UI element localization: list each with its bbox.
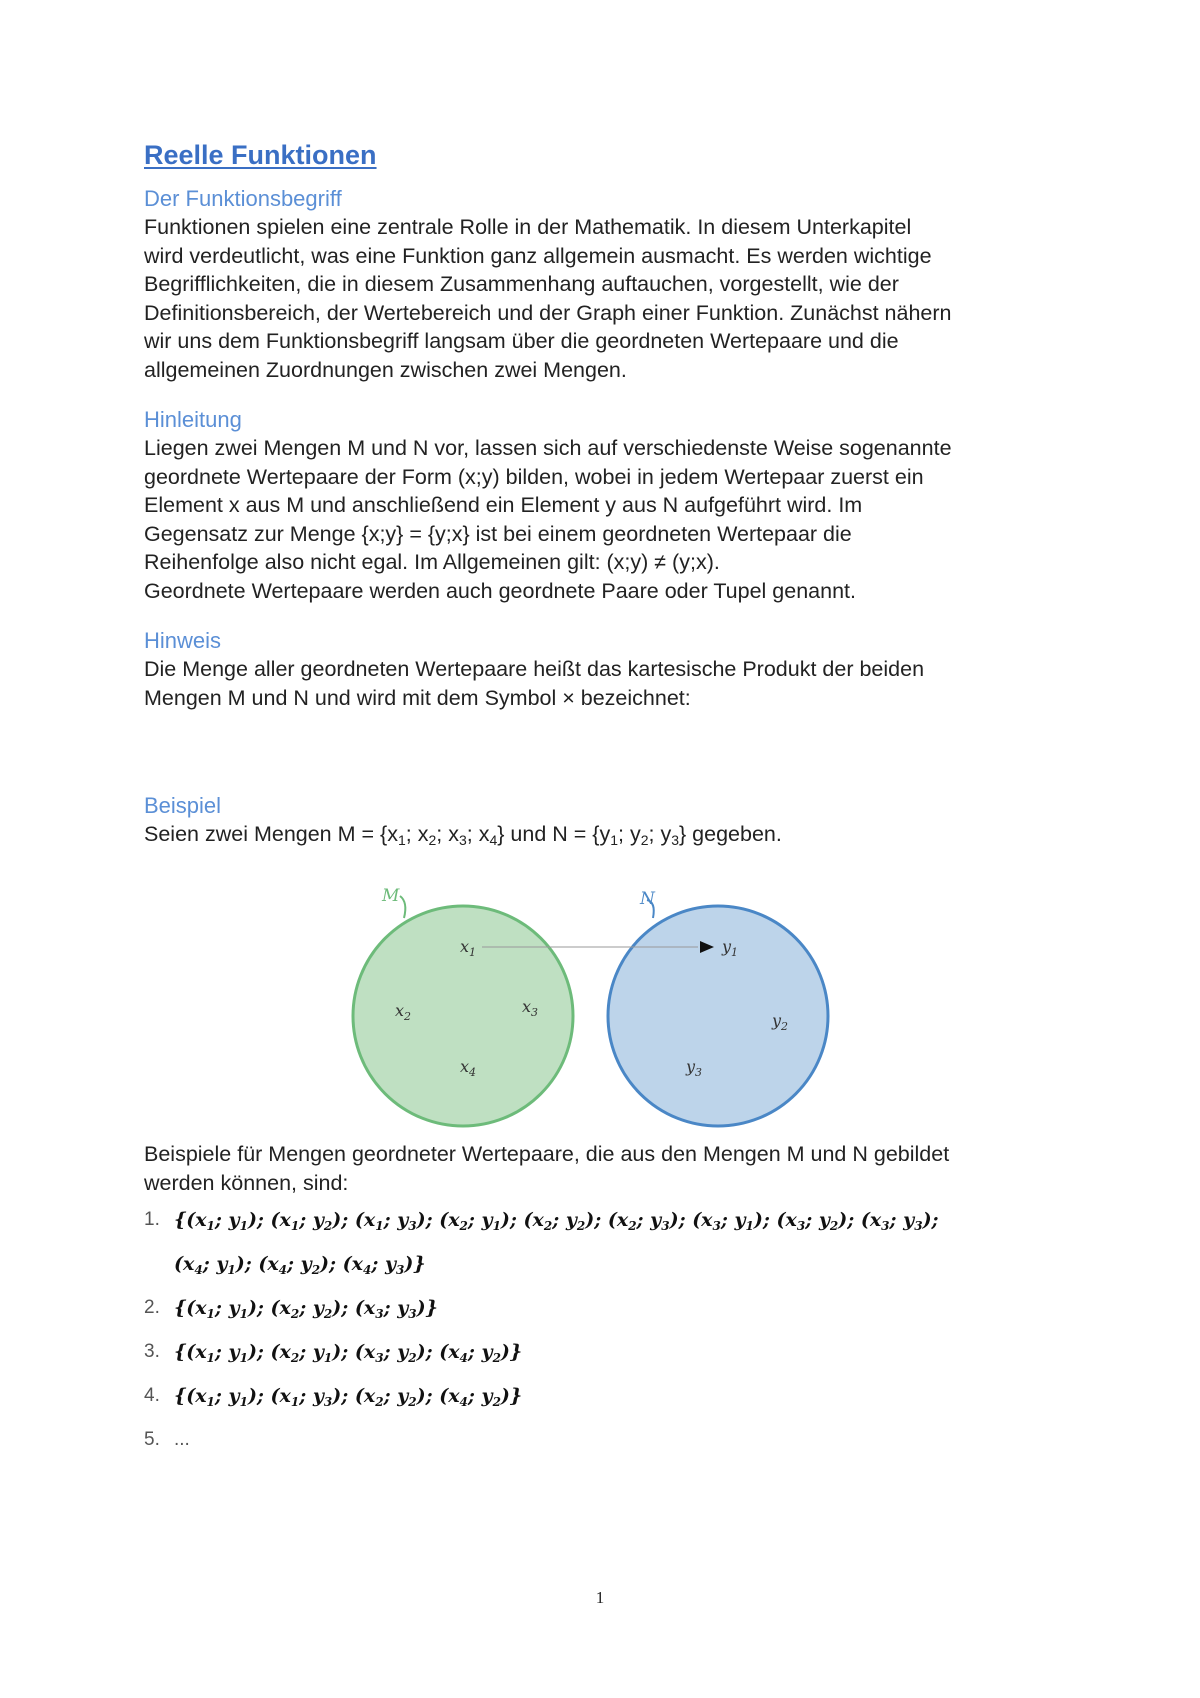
examples-section — [144, 1142, 1064, 1459]
page-title: Reelle Funktionen — [144, 140, 377, 170]
heading-beispiel: Beispiel — [144, 793, 222, 818]
text-line: Die Menge aller geordneten Wertepaare heißt das kartesische Produkt der beiden — [144, 657, 925, 681]
text-line: Reihenfolge also nicht egal. Im Allgemeinen gilt: (x;y) ≠ (y;x). — [144, 550, 720, 574]
list-item — [144, 1201, 1064, 1245]
list-number: 4. — [144, 1385, 160, 1406]
text-line: Liegen zwei Mengen M und N vor, lassen sich auf verschiedenste Weise sogenannte — [144, 436, 952, 460]
list-formula: {($x_1$; $y_1$); ($x_1$; $y_2$); ($x_1$; $y_3$); ($x_2$; $y_1$); ($x_2$; $y_2$); ($x_2$; $y_3$); ($x_3$; $y_1$); ($x_3$; $y_2$); ($x_3$; $y_3$); — [174, 1209, 939, 1233]
element-y2: $y_2$ — [772, 1011, 789, 1033]
list-formula: ($x_4$; $y_1$); ($x_4$; $y_2$); ($x_4$; $y_3$)} — [174, 1253, 426, 1277]
heading-funktionsbegriff: Der Funktionsbegriff — [144, 186, 342, 211]
list-number: 1. — [144, 1209, 160, 1230]
list-item — [144, 1377, 1064, 1421]
list-number: 2. — [144, 1297, 160, 1318]
list-item — [144, 1289, 1064, 1333]
paragraph-hinleitung — [144, 434, 1064, 605]
list-formula: {($x_1$; $y_1$); ($x_2$; $y_1$); ($x_3$; $y_2$); ($x_4$; $y_2$)} — [174, 1341, 523, 1365]
text-line: allgemeinen Zuordnungen zwischen zwei Mengen. — [144, 357, 627, 382]
text-line: Funktionen spielen eine zentrale Rolle in der Mathematik. In diesem Unterkapitel — [144, 215, 912, 239]
text-line: wir uns dem Funktionsbegriff langsam über die geordneten Wertepaare und die — [144, 329, 899, 353]
heading-hinweis: Hinweis — [144, 628, 222, 653]
element-x4: $x_4$ — [460, 1057, 477, 1079]
set-n-circle — [608, 906, 828, 1126]
text-line: Element x aus M und anschließend ein Element y aus N aufgeführt wird. Im — [144, 493, 863, 517]
set-n-label: N — [640, 889, 655, 909]
paragraph-hinweis — [144, 655, 1064, 712]
element-y1: $y_1$ — [722, 937, 739, 959]
text-line: Definitionsbereich, der Wertebereich und der Graph einer Funktion. Zunächst nähern — [144, 300, 952, 325]
set-m-label: M — [382, 888, 400, 906]
text-line: Begrifflichkeiten, die in diesem Zusammenhang auftauchen, vorgestellt, wie der — [144, 272, 899, 296]
text-line: geordnete Wertepaare der Form (x;y) bilden, wobei in jedem Wertepaar zuerst ein — [144, 464, 924, 489]
list-item — [144, 1421, 1064, 1459]
text-line: werden können, sind: — [144, 1170, 349, 1195]
page-number: 1 — [595, 1588, 605, 1607]
list-item-continuation — [144, 1245, 1064, 1289]
text-line: Geordnete Wertepaare werden auch geordnete Paare oder Tupel genannt. — [144, 578, 856, 603]
text-line: Mengen M und N und wird mit dem Symbol × bezeichnet: — [144, 685, 691, 710]
beispiel-intro: Seien zwei Mengen $M = \{x_1$; $x_2$; $x_3$; $x_4$} und $N = \{y_1$; $y_2$; $y_3$} gegeben. — [144, 822, 782, 848]
heading-hinleitung: Hinleitung — [144, 407, 242, 432]
venn-diagram — [350, 888, 850, 1128]
element-x2: $x_2$ — [395, 1001, 412, 1023]
list-number: 3. — [144, 1341, 160, 1362]
list-formula: {($x_1$; $y_1$); ($x_2$; $y_2$); ($x_3$; $y_3$)} — [174, 1297, 438, 1321]
document-body — [144, 140, 1064, 855]
element-y3: $y_3$ — [686, 1057, 703, 1079]
list-formula: {($x_1$; $y_1$); ($x_1$; $y_3$); ($x_2$; $y_2$); ($x_4$; $y_2$)} — [174, 1385, 523, 1409]
text-line: Gegensatz zur Menge {x;y} = {y;x} ist bei einem geordneten Wertepaar die — [144, 521, 852, 546]
list-item — [144, 1333, 1064, 1377]
text-line: wird verdeutlicht, was eine Funktion ganz allgemein ausmacht. Es werden wichtige — [144, 243, 932, 268]
paragraph-funktionsbegriff — [144, 213, 1064, 384]
text-line: Beispiele für Mengen geordneter Wertepaare, die aus den Mengen M und N gebildet — [144, 1142, 950, 1166]
element-x1: $x_1$ — [460, 937, 477, 959]
list-number: 5. — [144, 1429, 160, 1450]
element-x3: $x_3$ — [522, 997, 539, 1019]
list-ellipsis: ... — [174, 1429, 190, 1450]
